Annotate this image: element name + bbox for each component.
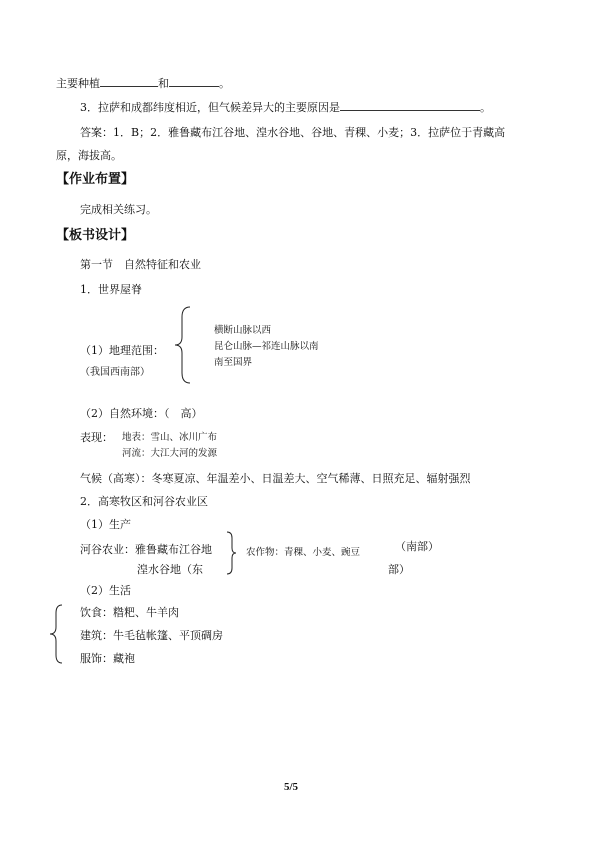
question-3 [80, 102, 491, 113]
scope-item-3: 南至国界 [214, 357, 253, 368]
blank-1 [100, 85, 158, 87]
valley-agriculture: 河谷农业：雅鲁藏布江谷地 [80, 543, 212, 556]
question-2-end: 。 [219, 77, 230, 90]
answer-line-2: 原，海拔高。 [56, 149, 122, 162]
building-text: 建筑：牛毛毡帐篷、平顶碉房 [80, 629, 223, 642]
homework-heading: 【作业布置】 [56, 172, 135, 187]
scope-brace-icon [172, 305, 194, 385]
scope-item-2: 昆仑山脉—祁连山脉以南 [214, 341, 319, 352]
point-1: 1．世界屋脊 [80, 283, 142, 296]
question-2-tail [56, 78, 230, 89]
homework-text: 完成相关练习。 [80, 203, 157, 216]
life-label: （2）生活 [80, 584, 131, 597]
crops-brace-icon [224, 530, 238, 576]
page-number: 5/5 [284, 781, 299, 793]
question-2-mid: 和 [158, 77, 169, 90]
question-3-end: 。 [480, 101, 491, 114]
clothing-text: 服饰：藏袍 [80, 652, 135, 665]
huangshui-valley: 湟水谷地（东 [137, 563, 203, 576]
surface-text: 地表：雪山、冰川广布 [122, 432, 218, 443]
expression-label: 表现： [80, 431, 113, 444]
rivers-text: 河流：大江大河的发源 [122, 448, 218, 459]
crops-text: 农作物：青稞、小麦、豌豆 [246, 547, 361, 558]
climate-text: 气候（高寒）：冬寒夏凉、年温差小、日温差大、空气稀薄、日照充足、辐射强烈 [80, 472, 471, 485]
board-heading: 【板书设计】 [56, 228, 135, 243]
question-3-text: 3．拉萨和成都纬度相近，但气候差异大的主要原因是 [80, 101, 340, 114]
environment-label: （2）自然环境：（ 高） [80, 407, 203, 420]
blank-2 [169, 85, 219, 87]
food-text: 饮食：糌粑、牛羊肉 [80, 606, 179, 619]
scope-item-1: 横断山脉以西 [214, 325, 272, 336]
question-2-prefix: 主要种植 [56, 77, 100, 90]
blank-3 [340, 109, 480, 111]
point-2: 2．高寒牧区和河谷农业区 [80, 495, 208, 508]
scope-label: （1）地理范围： [80, 344, 164, 357]
production-label: （1）生产 [80, 518, 131, 531]
south-note: （南部） [395, 540, 439, 553]
life-brace-icon [48, 603, 66, 665]
bu-note: 部） [388, 563, 410, 576]
answer-line-1: 答案：1．B；2．雅鲁藏布江谷地、湟水谷地、谷地、青稞、小麦；3．拉萨位于青藏高 [80, 126, 506, 139]
scope-note: （我国西南部） [80, 367, 150, 378]
section-title: 第一节 自然特征和农业 [80, 258, 201, 271]
